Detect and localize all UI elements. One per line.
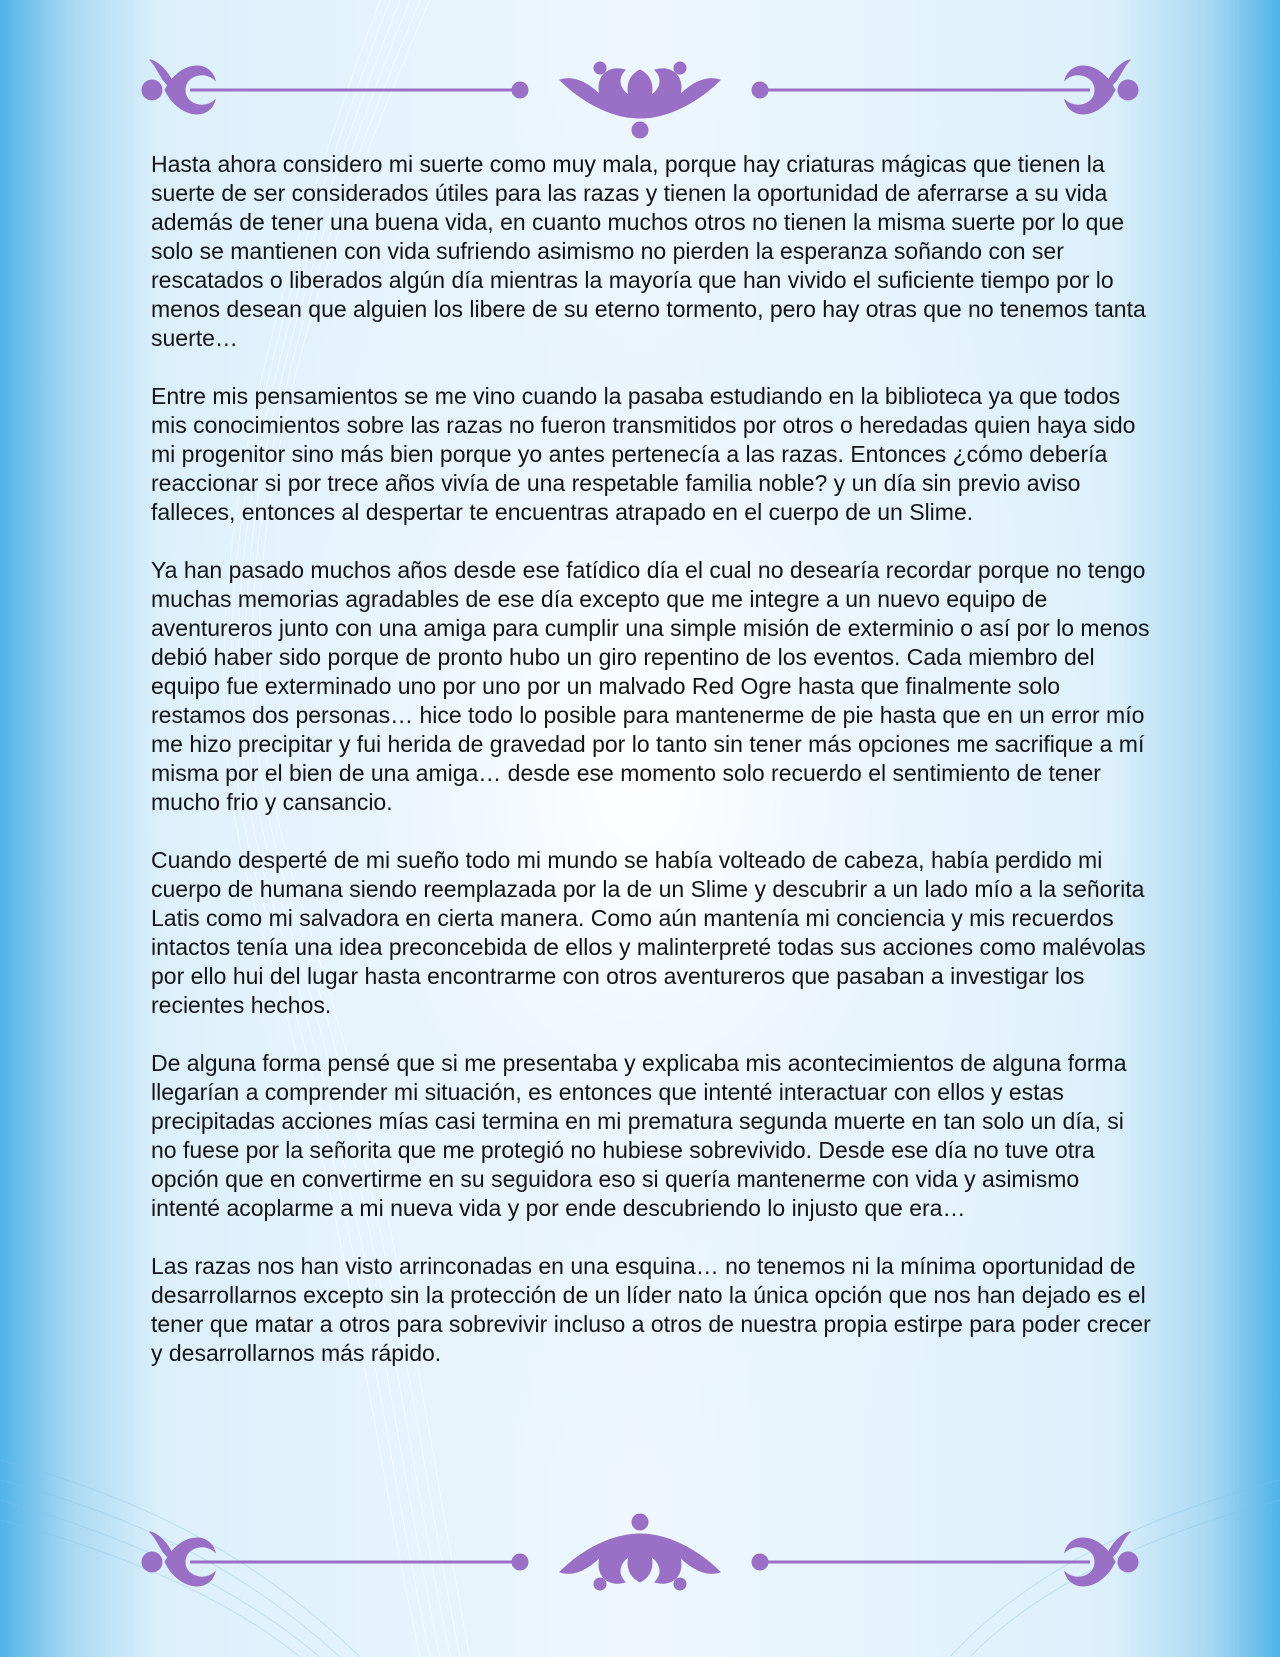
paragraph: Cuando desperté de mi sueño todo mi mundo se había volteado de cabeza, había perdido mi cuerpo de humana siendo reemplazada por la de un Slime y descubrir a un lado mío a la señorita Latis como mi salvadora en cierta manera. Como aún mantenía mi conciencia y mis recuerdos intactos tenía una idea preconcebida de ellos y malinterpreté todas sus acciones como malévolas por ello hui del lugar hasta encontrarme con otros aventureros que pasaban a investigar los recientes hechos. xyxy=(151,847,1146,1018)
paragraph: Hasta ahora considero mi suerte como muy mala, porque hay criaturas mágicas que tienen la suerte de ser considerados útiles para las razas y tienen la oportunidad de aferrarse a su vida además de tener una buena vida, en cuanto muchos otros no tienen la misma suerte por lo que solo se mantienen con vida sufriendo asimismo no pierden la esperanza soñando con ser rescatados o liberados algún día mientras la mayoría que han vivido el suficiente tiempo por lo menos desean que alguien los libere de su eterno tormento, pero hay otras que no tenemos tanta suerte… xyxy=(151,151,1146,351)
paragraph: Entre mis pensamientos se me vino cuando la pasaba estudiando en la biblioteca ya que todos mis conocimientos sobre las razas no fueron transmitidos por otros o heredadas quien haya sido mi progenitor sino más bien porque yo antes pertenecía a las razas. Entonces ¿cómo debería reaccionar si por trece años vivía de una respetable familia noble? y un día sin previo aviso falleces, entonces al despertar te encuentras atrapado en el cuerpo de un Slime. xyxy=(151,383,1136,525)
paragraph: Las razas nos han visto arrinconadas en una esquina… no tenemos ni la mínima oportunidad de desarrollarnos excepto sin la protección de un líder nato la única opción que nos han dejado es el tener que matar a otros para sobrevivir incluso a otros de nuestra propia estirpe para poder crecer y desarrollarnos más rápido. xyxy=(151,1253,1151,1366)
flourish-divider-icon xyxy=(130,1510,1150,1610)
paragraph: De alguna forma pensé que si me presentaba y explicaba mis acontecimientos de alguna forma llegarían a comprender mi situación, es entonces que intenté interactuar con ellos y estas precipitadas acciones mías casi termina en mi prematura segunda muerte en tan solo un día, si no fuese por la señorita que me protegió no hubiese sobrevivido. Desde ese día no tuve otra opción que en convertirme en su seguidora eso si quería mantenerme con vida y asimismo intenté acoplarme a mi nueva vida y por ende descubriendo lo injusto que era… xyxy=(151,1050,1127,1221)
paragraph: Ya han pasado muchos años desde ese fatídico día el cual no desearía recordar porque no tengo muchas memorias agradables de ese día excepto que me integre a un nuevo equipo de aventureros junto con una amiga para cumplir una simple misión de exterminio o así por lo menos debió haber sido porque de pronto hubo un giro repentino de los eventos. Cada miembro del equipo fue exterminado uno por uno por un malvado Red Ogre hasta que finalmente solo restamos dos personas… hice todo lo posible para mantenerme de pie hasta que en un error mío me hizo precipitar y fui herida de gravedad por lo tanto sin tener más opciones me sacrifique a mí misma por el bien de una amiga… desde ese momento solo recuerdo el sentimiento de tener mucho frio y cansancio. xyxy=(151,557,1150,815)
document-body xyxy=(151,150,1151,1397)
flourish-divider-icon xyxy=(130,40,1150,140)
